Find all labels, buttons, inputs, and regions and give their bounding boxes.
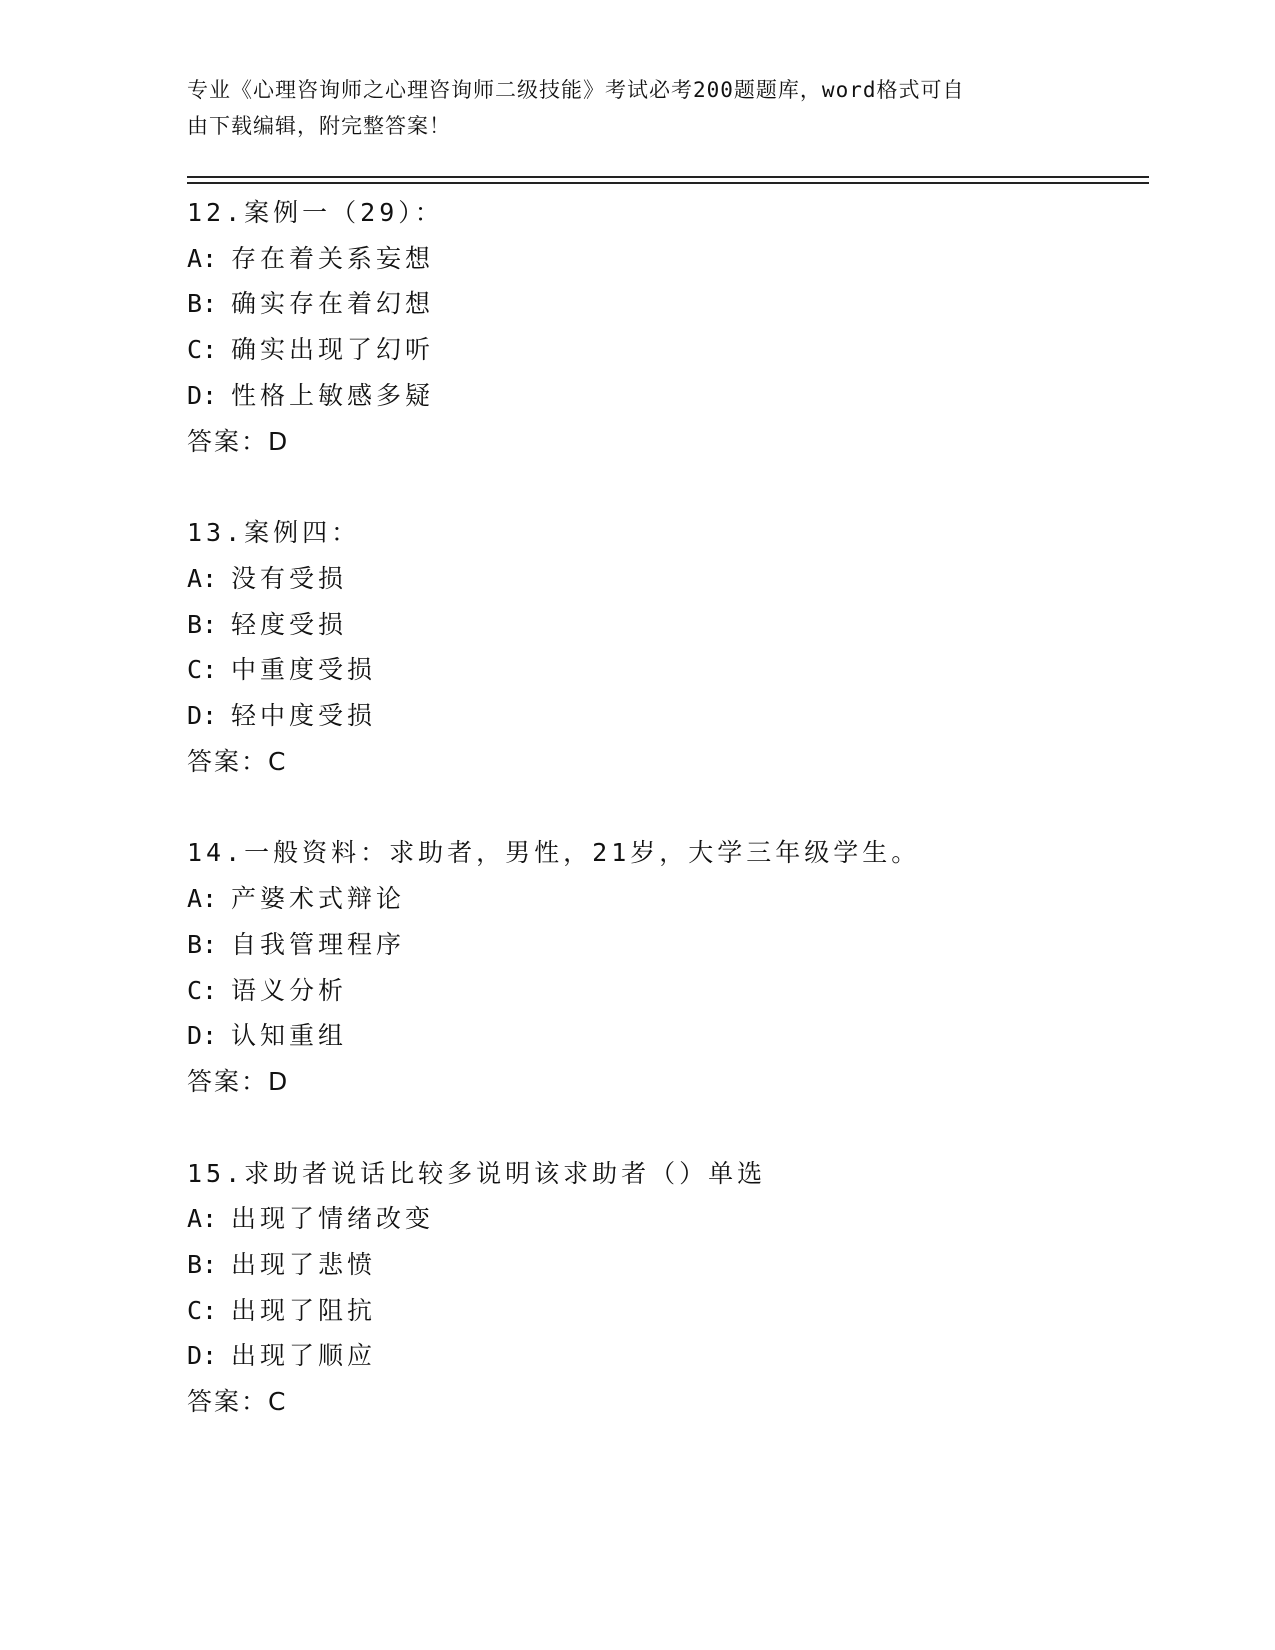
question-13 (187, 510, 1147, 784)
option-letter: A: (187, 884, 218, 914)
option-c (187, 647, 1147, 693)
header-line-1: 专业《心理咨询师之心理咨询师二级技能》考试必考200题题库，word格式可自 (187, 78, 965, 102)
option-letter: B: (187, 1250, 218, 1280)
option-text: 出现了顺应 (231, 1341, 377, 1371)
option-letter: D: (187, 380, 218, 410)
option-text: 轻中度受损 (231, 701, 377, 731)
header-divider-bottom (187, 182, 1149, 184)
option-letter: C: (187, 335, 218, 365)
option-text: 出现了情绪改变 (231, 1204, 435, 1234)
header-divider-top (187, 176, 1149, 178)
option-a (187, 876, 1147, 922)
option-letter: A: (187, 243, 218, 273)
option-letter: D: (187, 1341, 218, 1371)
option-text: 确实存在着幻想 (231, 289, 435, 319)
option-b (187, 1242, 1147, 1288)
option-text: 确实出现了幻听 (231, 335, 435, 365)
option-letter: B: (187, 609, 218, 639)
option-d (187, 1013, 1147, 1059)
option-text: 没有受损 (231, 563, 348, 593)
option-letter: C: (187, 975, 218, 1005)
option-text: 认知重组 (231, 1021, 348, 1051)
option-letter: A: (187, 563, 218, 593)
option-text: 出现了悲愤 (231, 1250, 377, 1280)
option-text: 性格上敏感多疑 (231, 380, 435, 410)
option-letter: D: (187, 1021, 218, 1051)
answer-line: 答案：D (187, 426, 290, 456)
option-d (187, 1333, 1147, 1379)
option-c (187, 327, 1147, 373)
option-text: 中重度受损 (231, 655, 377, 685)
option-c (187, 968, 1147, 1014)
option-b (187, 602, 1147, 648)
option-a (187, 236, 1147, 282)
option-text: 自我管理程序 (231, 929, 406, 959)
question-title: 15.求助者说话比较多说明该求助者（）单选 (187, 1158, 767, 1188)
header-line-2: 由下载编辑，附完整答案！ (187, 114, 451, 138)
option-d (187, 373, 1147, 419)
option-letter: B: (187, 929, 218, 959)
answer-line: 答案：C (187, 746, 288, 776)
question-15 (187, 1151, 1147, 1425)
answer-line: 答案：D (187, 1066, 290, 1096)
answer-line: 答案：C (187, 1387, 288, 1417)
option-c (187, 1288, 1147, 1334)
question-12 (187, 190, 1147, 464)
option-b (187, 922, 1147, 968)
question-title: 12.案例一（29）： (187, 198, 444, 227)
option-text: 语义分析 (231, 975, 348, 1005)
question-14 (187, 830, 1147, 1104)
option-text: 出现了阻抗 (231, 1295, 377, 1325)
option-text: 产婆术式辩论 (231, 884, 406, 914)
option-b (187, 281, 1147, 327)
option-a (187, 556, 1147, 602)
option-letter: C: (187, 1295, 218, 1325)
option-text: 存在着关系妄想 (231, 243, 435, 273)
option-a (187, 1196, 1147, 1242)
option-letter: C: (187, 655, 218, 685)
document-header (187, 72, 1067, 144)
option-letter: D: (187, 701, 218, 731)
question-list (187, 190, 1147, 1471)
question-title: 13.案例四： (187, 518, 361, 548)
option-letter: B: (187, 289, 218, 319)
question-title: 14.一般资料：求助者，男性，21岁，大学三年级学生。 (187, 838, 921, 868)
option-d (187, 693, 1147, 739)
option-text: 轻度受损 (231, 609, 348, 639)
option-letter: A: (187, 1204, 218, 1234)
